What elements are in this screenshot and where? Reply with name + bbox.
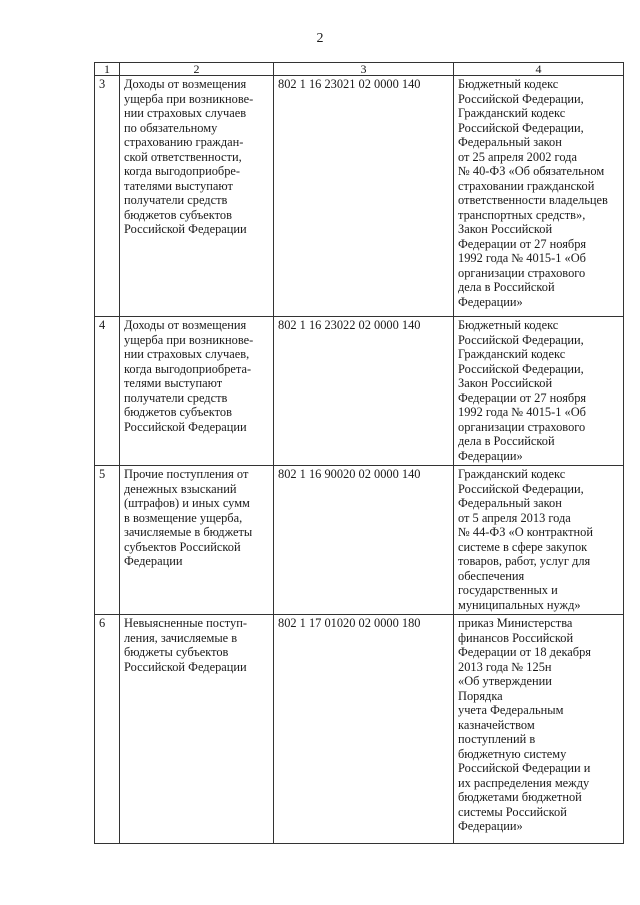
legal-basis-line: Федерации от 27 ноября: [458, 390, 587, 405]
legal-basis-line: Федеральный закон: [458, 135, 562, 149]
revenue-description: [120, 317, 274, 466]
description-line: Невыясненные поступ-: [124, 616, 247, 630]
legal-basis-line: системе в сфере закупок: [458, 539, 588, 554]
description-line: Российской Федерации: [124, 222, 247, 236]
budget-classification-code: 802 1 16 90020 02 0000 140: [274, 466, 454, 615]
legal-basis-line: Федерации»: [458, 448, 523, 463]
description-line: в возмещение ущерба,: [124, 510, 243, 525]
legal-basis-line: Бюджетный кодекс: [458, 318, 559, 332]
legal-basis-line: 1992 года № 4015-1 «Об: [458, 251, 586, 265]
description-line: Доходы от возмещения: [124, 318, 247, 332]
legal-basis-line: их распределения между: [458, 775, 590, 790]
legal-basis-line: учета Федеральным: [458, 703, 564, 717]
legal-basis-line: казначейством: [458, 717, 535, 732]
description-line: ущерба при возникнове-: [124, 91, 254, 106]
legal-basis-line: № 40-ФЗ «Об обязательном: [458, 164, 605, 178]
legal-basis-line: дела в Российской: [458, 280, 555, 294]
revenue-description: [120, 615, 274, 844]
column-header-3: 3: [274, 63, 454, 76]
legal-basis-line: организации страхового: [458, 419, 586, 434]
description-line: нии страховых случаев: [124, 106, 247, 120]
page-number: 2: [316, 31, 324, 46]
legal-basis-line: Бюджетный кодекс: [458, 77, 559, 91]
row-number: 4: [95, 317, 120, 466]
table-header-row: [95, 63, 624, 76]
table-row: [95, 317, 624, 466]
legal-basis-line: Российской Федерации,: [458, 481, 584, 496]
legal-basis-line: организации страхового: [458, 265, 586, 280]
description-line: бюджетов субъектов: [124, 405, 232, 419]
legal-basis-line: Российской Федерации,: [458, 120, 584, 135]
description-line: ления, зачисляемые в: [124, 630, 238, 645]
revenue-description: [120, 466, 274, 615]
legal-basis-line: обеспечения: [458, 568, 525, 583]
description-line: получатели средств: [124, 193, 228, 207]
legal-basis-line: системы Российской: [458, 804, 567, 819]
description-line: Российской Федерации: [124, 419, 247, 434]
legal-basis-line: Федерации»: [458, 294, 523, 309]
table-row: [95, 76, 624, 317]
legal-basis-line: Российской Федерации и: [458, 761, 591, 775]
legal-basis-line: приказ Министерства: [458, 616, 573, 630]
budget-classification-code: 802 1 16 23021 02 0000 140: [274, 76, 454, 317]
description-line: бюджетов субъектов: [124, 207, 232, 222]
row-number: 6: [95, 615, 120, 844]
description-line: нии страховых случаев,: [124, 347, 250, 361]
budget-classification-code: 802 1 16 23022 02 0000 140: [274, 317, 454, 466]
description-line: страхованию граждан-: [124, 135, 244, 149]
legal-basis-line: транспортных средств»,: [458, 207, 586, 222]
legal-basis-line: Гражданский кодекс: [458, 106, 566, 120]
description-line: Федерации: [124, 554, 183, 568]
description-line: Доходы от возмещения: [124, 77, 247, 91]
legal-basis: [454, 466, 624, 615]
description-line: субъектов Российской: [124, 539, 241, 554]
description-line: ущерба при возникнове-: [124, 332, 254, 347]
legal-basis-line: бюджетами бюджетной: [458, 790, 582, 804]
legal-basis-line: от 25 апреля 2002 года: [458, 149, 577, 164]
legal-basis-line: Федерации»: [458, 819, 523, 833]
legal-basis-line: государственных и: [458, 583, 558, 597]
legal-basis-line: ответственности владельцев: [458, 193, 608, 207]
table-row: [95, 466, 624, 615]
column-header-2: 2: [120, 63, 274, 76]
description-line: ской ответственности,: [124, 149, 242, 164]
description-line: зачисляемые в бюджеты: [124, 525, 253, 539]
legal-basis-line: Федерации от 18 декабря: [458, 645, 591, 659]
legal-basis-line: «Об утверждении: [458, 674, 552, 688]
legal-basis-line: от 5 апреля 2013 года: [458, 510, 571, 525]
revenue-description: [120, 76, 274, 317]
budget-classification-code: 802 1 17 01020 02 0000 180: [274, 615, 454, 844]
description-line: Российской Федерации: [124, 659, 247, 674]
legal-basis-line: Российской Федерации,: [458, 91, 584, 106]
legal-basis-line: Гражданский кодекс: [458, 467, 566, 481]
legal-basis-line: бюджетную систему: [458, 746, 567, 761]
legal-basis-line: страховании гражданской: [458, 178, 595, 193]
legal-basis-line: Закон Российской: [458, 222, 553, 236]
table-row: [95, 615, 624, 844]
legal-basis: [454, 317, 624, 466]
legal-basis-line: поступлений в: [458, 732, 536, 746]
legal-basis-line: Закон Российской: [458, 376, 553, 390]
description-line: Прочие поступления от: [124, 467, 249, 481]
description-line: когда выгодоприобре-: [124, 164, 241, 178]
legal-basis-line: Российской Федерации,: [458, 332, 584, 347]
legal-basis: [454, 76, 624, 317]
description-line: когда выгодоприобрета-: [124, 361, 252, 376]
description-line: тателями выступают: [124, 178, 233, 193]
description-line: (штрафов) и иных сумм: [124, 496, 250, 510]
legal-basis-line: финансов Российской: [458, 630, 574, 645]
description-line: получатели средств: [124, 390, 228, 405]
description-line: бюджеты субъектов: [124, 645, 229, 659]
legal-basis-line: товаров, работ, услуг для: [458, 554, 591, 568]
legal-basis-line: Федеральный закон: [458, 496, 562, 510]
description-line: денежных взысканий: [124, 481, 237, 496]
description-line: по обязательному: [124, 120, 218, 135]
column-header-1: 1: [95, 63, 120, 76]
legal-basis-line: Федерации от 27 ноября: [458, 236, 587, 251]
legal-basis: [454, 615, 624, 844]
legal-basis-line: Порядка: [458, 688, 503, 703]
row-number: 5: [95, 466, 120, 615]
legal-basis-line: муниципальных нужд»: [458, 597, 581, 612]
legal-basis-line: Гражданский кодекс: [458, 347, 566, 361]
revenue-table: [94, 62, 624, 844]
legal-basis-line: № 44-ФЗ «О контрактной: [458, 525, 593, 539]
legal-basis-line: 2013 года № 125н: [458, 659, 552, 674]
column-header-4: 4: [454, 63, 624, 76]
legal-basis-line: Российской Федерации,: [458, 361, 584, 376]
legal-basis-line: 1992 года № 4015-1 «Об: [458, 405, 586, 419]
description-line: телями выступают: [124, 376, 223, 390]
legal-basis-line: дела в Российской: [458, 434, 555, 448]
row-number: 3: [95, 76, 120, 317]
